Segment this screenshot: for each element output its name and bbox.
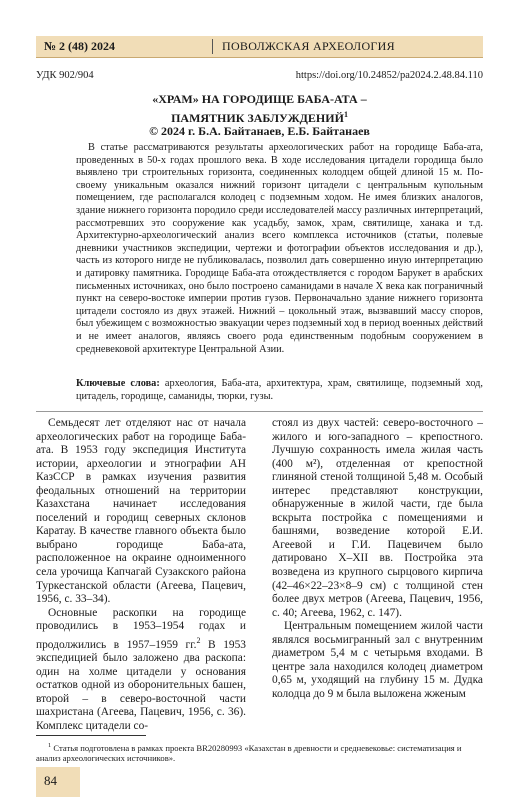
article-title <box>36 92 483 126</box>
article-title-text: ПАМЯТНИК ЗАБЛУЖДЕНИЙ <box>171 111 344 125</box>
authors-line: © 2024 г. Б.А. Байтанаев, Е.Б. Байтанаев <box>149 124 370 138</box>
footnote-text: Статья подготовлена в рамках проекта BR20280993 «Казахстан в древности и средневековье: систематизация и анализ археологических источников». <box>36 742 462 764</box>
body-footnote-mark[interactable]: 2 <box>196 635 201 645</box>
body-column-right <box>272 417 483 701</box>
keywords-label: Ключевые слова: <box>76 378 160 389</box>
footnote-mark: 1 <box>48 742 52 749</box>
article-title-line-1: «ХРАМ» НА ГОРОДИЩЕ БАБА-АТА – <box>152 92 367 106</box>
journal-header-band <box>36 36 483 58</box>
header-divider <box>212 39 213 54</box>
body-column-left <box>36 417 246 733</box>
keywords-text: археология, Баба-ата, архитектура, храм, святилище, подземный ход, цитадель, городище, саманиды, тюрки, гузы. <box>76 378 483 402</box>
body-paragraph: Центральным помещением жилой части являлся восьмигранный зал с внутренним диаметром 5,4 м с четырьмя входами. В центре зала находился колодец диаметром 0,65 м, уходящий на глубину 15 м. Дудка колодца до 9 м была выложена жженым <box>272 620 483 700</box>
issue-number: № 2 (48) 2024 <box>44 39 116 53</box>
page-number-badge <box>36 767 80 797</box>
footnote-divider <box>36 735 146 736</box>
body-paragraph: Семьдесят лет отделяют нас от начала археологических работ на городище Баба-ата. В 1953 году экспедиция Института истории, археологии и этнографии АН КазССР в рамках изучения развития феодальных отношений на территории Казахстана начинает исследования поселений и городищ северных склонов Каратау. В качестве главного объекта было выбрано городище Баба-ата, расположенное на окраине одноименного села урочища Капчагай Сузакского района Туркестанской области (Агеева, Пацевич, 1956, с. 33–34). <box>36 417 246 606</box>
body-text: В 1953 экспедицией было заложено два раскопа: один на холме цитадели у основания остатков одной из оборонительных башен, второй – в северо-восточной части шахристана (Агеева, Пацевич, 1956, с. 36). Комплекс цитадели со- <box>36 638 247 732</box>
body-paragraph <box>36 607 246 734</box>
keywords <box>76 378 483 403</box>
page-number: 84 <box>44 773 57 788</box>
title-footnote-mark[interactable]: 1 <box>343 110 348 119</box>
doi-link[interactable]: https://doi.org/10.24852/pa2024.2.48.84.110 <box>295 70 483 81</box>
journal-title: ПОВОЛЖСКАЯ АРХЕОЛОГИЯ <box>222 39 395 53</box>
footnote <box>36 741 483 764</box>
body-text: Основные раскопки на городище проводились в 1953–1954 годах и продолжились в 1957–1959 гг. <box>36 606 246 651</box>
section-divider <box>36 411 483 412</box>
abstract: В статье рассматриваются результаты археологических работ на городище Баба-ата, проведенных в 50-х годах прошлого века. В ходе исследования цитадели городища было выявлено три строительных горизонта, соединенных колодцем общей длиной 15 м. По-своему уникальным оказался нижний горизонт цитадели с центральным купольным помещением, где располагался колодец с подземным ходом. Не имея близких аналогов, здание нижнего горизонта породило среди исследователей массу различных интерпретаций, рассмотревших это сооружение как усадьбу, замок, храм, святилище, ханака и т.д. Архитектурно-археологический анализ всего комплекса источников (статьи, полевые дневники участников экспедиции, чертежи и фотографии объектов исследования и др.), часть из которого нигде не публиковалась, позволил дать совершенно иную интерпретацию и датировку памятника. Городище Баба-ата отождествляется с городом Барукет в арабских письменных источниках, оно было построено саманидами в начале X века как пограничный пункт на северо-востоке империи против гузов. Первоначально здание нижнего горизонта цитадели состояло из двух этажей. Нижний – цокольный этаж, вызвавший массу споров, был убежищем с возможностью эвакуации через подземный ход в период военных действий и не имеет аналогов, являясь своего рода единственным подобным сооружением в средневековой архитектуре Центральной Азии. <box>76 142 483 355</box>
body-paragraph: стоял из двух частей: северо-восточного – жилого и юго-западного – крепостного. Лучшую сохранность имела жилая часть (400 м²), отделенная от крепостной глиняной стеной толщиной 5,48 м. Особый интерес представляют конструкции, обнаруженные в жилой части, где была вскрыта постройка с помещениями и башнями, возведение которой Е.И. Агеевой и Г.И. Пацевичем было датировано X–XII вв. Постройка эта возведена из крупного сырцового кирпича (42–46×22–23×8–9 см) с толщиной стен более двух метров (Агеева, Пацевич, 1956, с. 40; Агеева, 1962, с. 147). <box>272 417 483 619</box>
udc-code: УДК 902/904 <box>36 70 94 81</box>
